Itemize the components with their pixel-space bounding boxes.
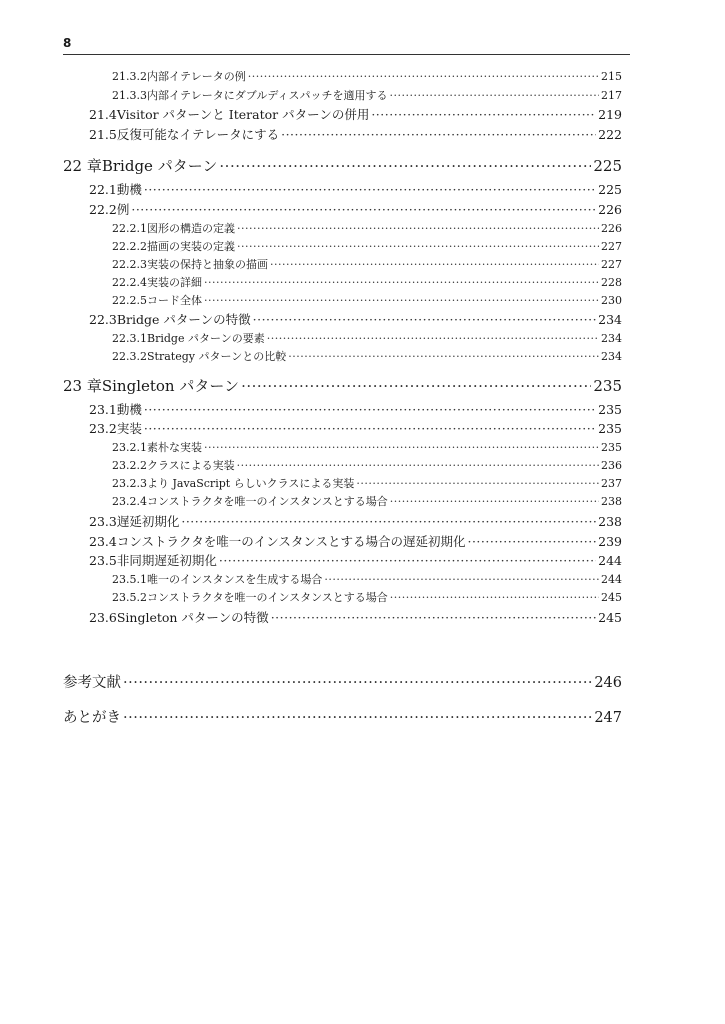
toc-entry	[89, 608, 622, 626]
dot-leader	[390, 495, 599, 508]
entry-page: 222	[598, 127, 622, 142]
dot-leader	[204, 276, 599, 289]
dot-leader	[237, 240, 599, 253]
entry-number: 22.3.2	[112, 350, 147, 363]
toc-entry	[112, 439, 622, 455]
toc-entry	[63, 706, 622, 727]
entry-page: 225	[598, 182, 622, 197]
entry-page: 246	[594, 675, 622, 691]
dot-leader	[123, 710, 592, 726]
toc-entry	[89, 310, 622, 328]
entry-title: 遅延初期化	[116, 514, 180, 529]
entry-page: 239	[598, 534, 622, 549]
dot-leader	[271, 610, 596, 625]
entry-title: コンストラクタを唯一のインスタンスとする場合	[147, 591, 388, 604]
entry-number: 23.1	[89, 402, 117, 417]
entry-title: 非同期遅延初期化	[116, 553, 217, 568]
toc-entry	[112, 457, 622, 473]
entry-title: コード全体	[147, 294, 202, 307]
dot-leader	[144, 182, 596, 197]
dot-leader	[237, 222, 599, 235]
entry-page: 238	[598, 514, 622, 529]
dot-leader	[281, 127, 596, 142]
entry-number: 22.2.3	[112, 258, 147, 271]
toc-entry	[89, 125, 622, 143]
page-number: 8	[63, 36, 72, 50]
entry-title: より JavaScript らしいクラスによる実装	[147, 477, 355, 490]
entry-number: 22.2.4	[112, 276, 147, 289]
entry-number: 23 章	[63, 377, 102, 395]
entry-title: 動機	[116, 182, 142, 197]
entry-title: 反復可能なイテレータにする	[116, 127, 280, 142]
entry-page: 236	[601, 459, 622, 472]
entry-page: 244	[601, 573, 622, 586]
entry-page: 217	[601, 89, 622, 102]
entry-number: 23.2.1	[112, 441, 147, 454]
entry-title: クラスによる実装	[147, 459, 235, 472]
entry-page: 227	[601, 240, 622, 253]
entry-number: 22.2.5	[112, 294, 147, 307]
toc-entry	[89, 105, 622, 123]
entry-number: 22.2.2	[112, 240, 147, 253]
entry-title: 実装の詳細	[147, 276, 202, 289]
entry-page: 238	[601, 495, 622, 508]
entry-title: 例	[116, 202, 130, 217]
toc-entry	[112, 571, 622, 587]
dot-leader	[241, 377, 591, 395]
entry-page: 219	[598, 107, 622, 122]
entry-title: あとがき	[63, 710, 121, 726]
toc-entry	[89, 419, 622, 437]
entry-title: 図形の構造の定義	[147, 222, 235, 235]
entry-title: 内部イテレータにダブルディスパッチを適用する	[147, 89, 388, 102]
entry-title: 素朴な実装	[147, 441, 202, 454]
entry-number: 21.4	[89, 107, 117, 122]
dot-leader	[204, 441, 599, 454]
toc-entry	[112, 274, 622, 290]
entry-number: 23.6	[89, 610, 117, 625]
dot-leader	[371, 107, 596, 122]
dot-leader	[253, 312, 597, 327]
entry-number: 23.2.4	[112, 495, 147, 508]
entry-number: 23.2.2	[112, 459, 147, 472]
entry-page: 227	[601, 258, 622, 271]
entry-title: Singleton パターンの特徴	[116, 610, 269, 625]
toc-entry	[63, 375, 622, 396]
toc-entry	[89, 551, 622, 569]
dot-leader	[390, 591, 599, 604]
dot-leader	[389, 89, 599, 102]
dot-leader	[131, 202, 596, 217]
toc-entry	[89, 400, 622, 418]
entry-number: 22.1	[89, 182, 117, 197]
entry-number: 23.5	[89, 553, 117, 568]
toc-entry	[112, 220, 622, 236]
toc-entry	[112, 238, 622, 254]
entry-page: 235	[593, 377, 622, 395]
dot-leader	[219, 157, 591, 175]
entry-number: 21.3.3	[112, 89, 147, 102]
entry-number: 21.3.2	[112, 70, 147, 83]
entry-title: 実装の保持と抽象の描画	[147, 258, 268, 271]
entry-page: 234	[601, 350, 622, 363]
entry-title: 動機	[116, 402, 142, 417]
entry-page: 245	[598, 610, 622, 625]
toc-entry	[112, 348, 622, 364]
toc-entry	[63, 671, 622, 692]
dot-leader	[467, 534, 596, 549]
entry-number: 22.3.1	[112, 332, 147, 345]
dot-leader	[270, 258, 599, 271]
entry-page: 225	[593, 157, 622, 175]
dot-leader	[248, 70, 599, 83]
dot-leader	[123, 675, 592, 691]
entry-page: 226	[601, 222, 622, 235]
entry-number: 22.2.1	[112, 222, 147, 235]
toc-entry	[112, 256, 622, 272]
entry-page: 235	[598, 421, 622, 436]
entry-page: 234	[601, 332, 622, 345]
entry-number: 23.2.3	[112, 477, 147, 490]
entry-number: 22.3	[89, 312, 117, 327]
entry-number: 23.2	[89, 421, 117, 436]
entry-number: 23.5.2	[112, 591, 147, 604]
entry-page: 226	[598, 202, 622, 217]
entry-title: 唯一のインスタンスを生成する場合	[147, 573, 323, 586]
toc-entry	[112, 475, 622, 491]
entry-title: 参考文献	[63, 675, 121, 691]
toc-entry	[89, 200, 622, 218]
dot-leader	[267, 332, 599, 345]
entry-title: Bridge パターン	[101, 157, 218, 175]
entry-number: 22 章	[63, 157, 102, 175]
entry-title: コンストラクタを唯一のインスタンスとする場合	[147, 495, 388, 508]
entry-title: Singleton パターン	[101, 377, 240, 395]
toc-entry	[112, 493, 622, 509]
entry-title: コンストラクタを唯一のインスタンスとする場合の遅延初期化	[116, 534, 466, 549]
dot-leader	[288, 350, 599, 363]
entry-page: 245	[601, 591, 622, 604]
toc-entry	[89, 180, 622, 198]
entry-page: 247	[594, 710, 622, 726]
entry-page: 237	[601, 477, 622, 490]
toc-entry	[112, 330, 622, 346]
dot-leader	[356, 477, 599, 490]
entry-title: 内部イテレータの例	[147, 70, 246, 83]
toc-entry	[112, 68, 622, 84]
entry-page: 235	[598, 402, 622, 417]
entry-page: 235	[601, 441, 622, 454]
entry-number: 21.5	[89, 127, 117, 142]
toc-entry	[112, 87, 622, 103]
entry-number: 22.2	[89, 202, 117, 217]
entry-page: 234	[598, 312, 622, 327]
toc-entry	[89, 532, 622, 550]
dot-leader	[219, 553, 596, 568]
toc-entry	[63, 155, 622, 176]
entry-title: 実装	[116, 421, 142, 436]
toc-entry	[112, 589, 622, 605]
entry-number: 23.5.1	[112, 573, 147, 586]
entry-page: 244	[598, 553, 622, 568]
dot-leader	[204, 294, 599, 307]
entry-number: 23.3	[89, 514, 117, 529]
entry-page: 230	[601, 294, 622, 307]
entry-page: 228	[601, 276, 622, 289]
dot-leader	[237, 459, 599, 472]
toc-entry	[112, 292, 622, 308]
entry-title: Bridge パターンの特徴	[116, 312, 251, 327]
dot-leader	[324, 573, 599, 586]
entry-title: 描画の実装の定義	[147, 240, 235, 253]
entry-number: 23.4	[89, 534, 117, 549]
dot-leader	[144, 421, 596, 436]
dot-leader	[144, 402, 596, 417]
dot-leader	[181, 514, 596, 529]
toc-entry	[89, 512, 622, 530]
entry-page: 215	[601, 70, 622, 83]
entry-title: Bridge パターンの要素	[147, 332, 265, 345]
entry-title: Visitor パターンと Iterator パターンの併用	[116, 107, 370, 122]
entry-title: Strategy パターンとの比較	[147, 350, 287, 363]
